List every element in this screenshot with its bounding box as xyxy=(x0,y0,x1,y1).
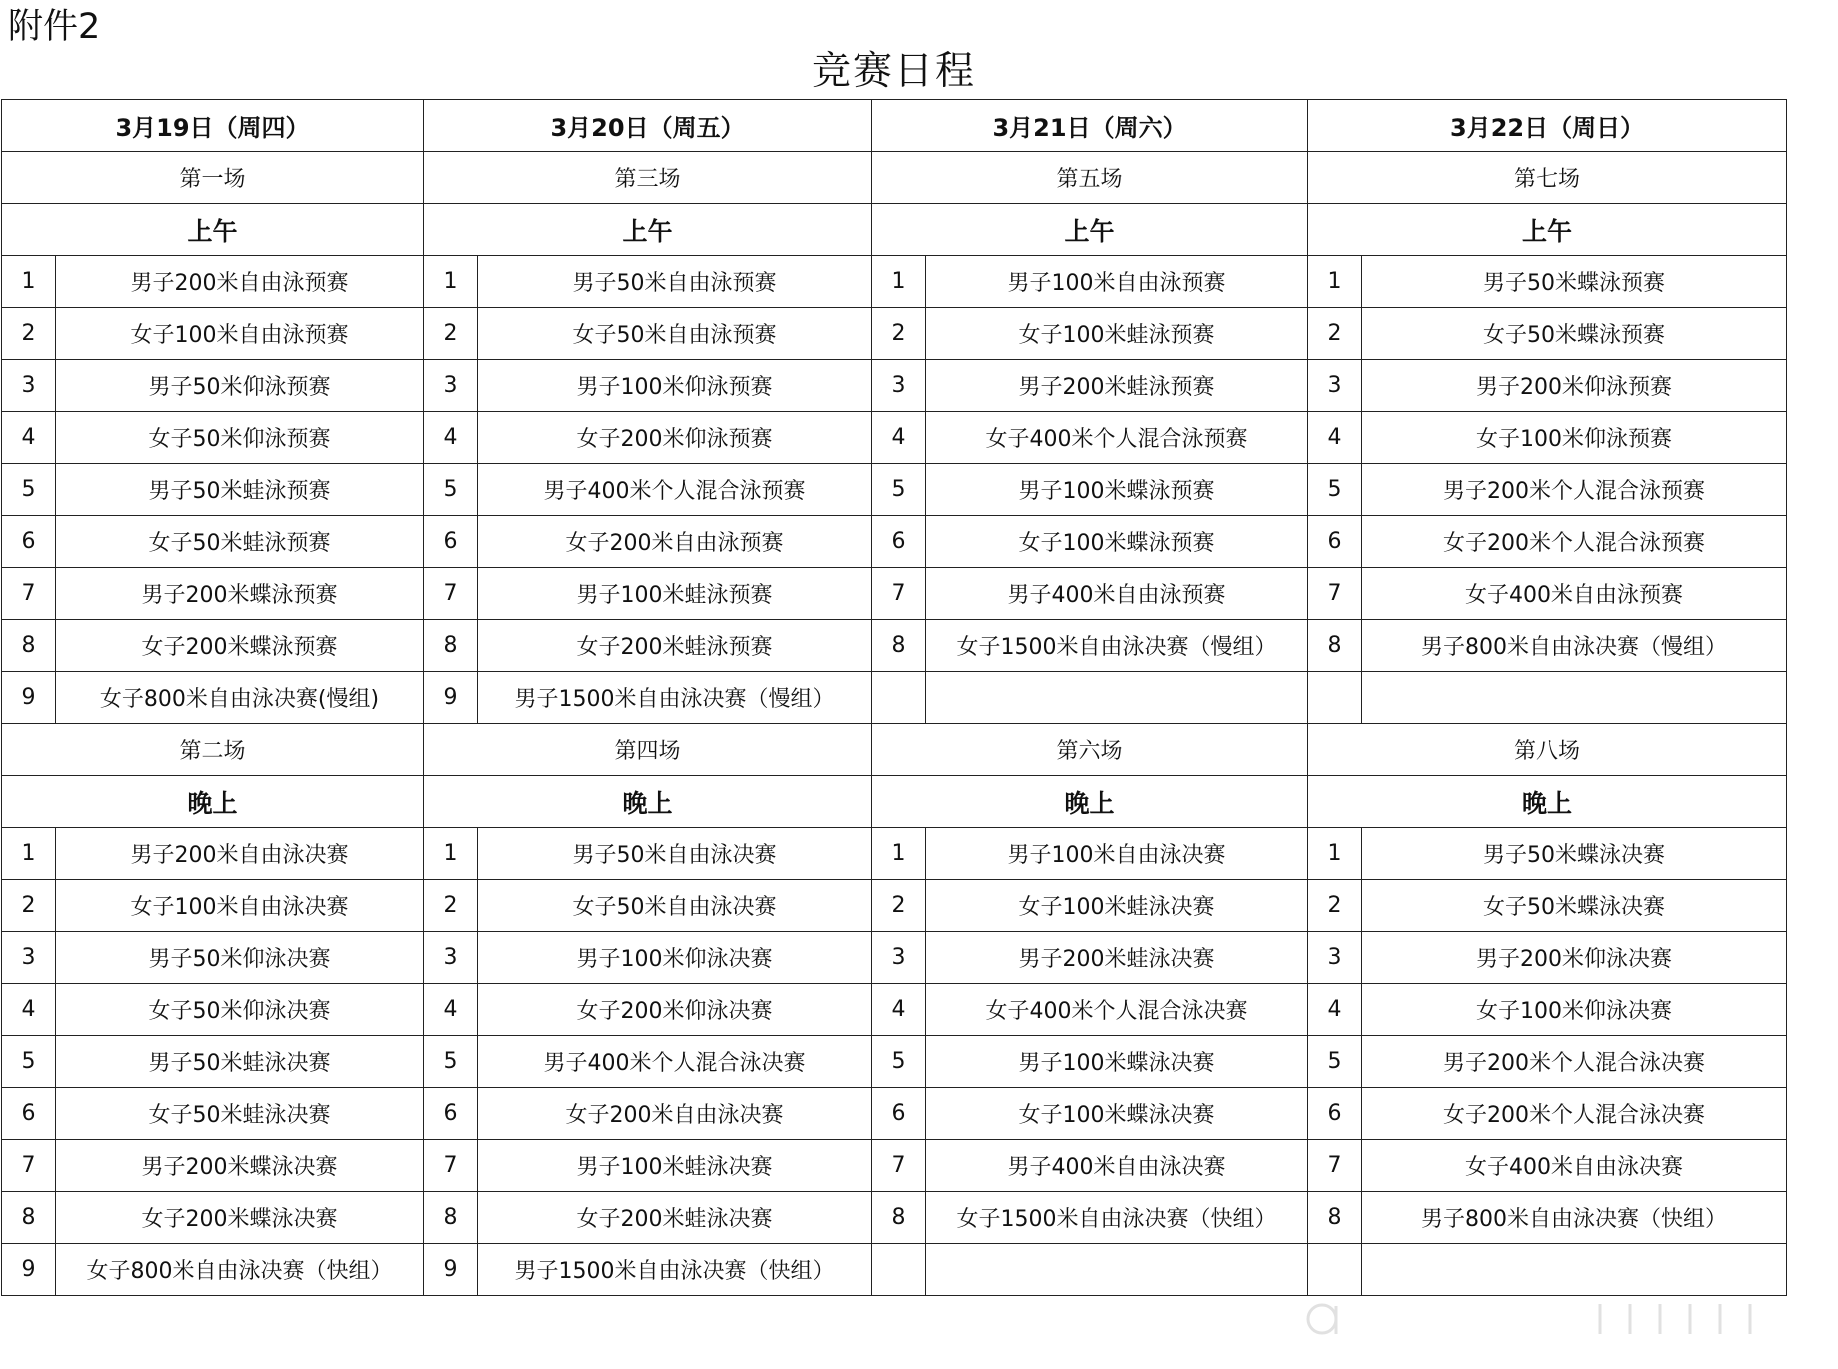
session-label: 第六场 xyxy=(872,724,1308,776)
table-row xyxy=(2,828,1787,880)
event-number: 7 xyxy=(1308,568,1362,620)
event-number: 1 xyxy=(2,828,56,880)
event-name: 男子100米仰泳预赛 xyxy=(478,360,872,412)
event-name: 男子200米自由泳预赛 xyxy=(56,256,424,308)
event-number: 3 xyxy=(424,360,478,412)
event-name: 女子200米蝶泳决赛 xyxy=(56,1192,424,1244)
event-name: 男子100米蝶泳预赛 xyxy=(926,464,1308,516)
event-number: 4 xyxy=(2,412,56,464)
event-name: 女子400米个人混合泳决赛 xyxy=(926,984,1308,1036)
table-row xyxy=(2,412,1787,464)
event-number: 1 xyxy=(872,828,926,880)
event-number: 1 xyxy=(872,256,926,308)
event-name: 男子1500米自由泳决赛（快组） xyxy=(478,1244,872,1296)
event-number: 4 xyxy=(424,984,478,1036)
event-name: 女子100米自由泳预赛 xyxy=(56,308,424,360)
event-number: 7 xyxy=(2,568,56,620)
session-label: 第七场 xyxy=(1308,152,1787,204)
event-number: 9 xyxy=(424,672,478,724)
event-name: 女子100米蛙泳决赛 xyxy=(926,880,1308,932)
event-number: 1 xyxy=(1308,256,1362,308)
period-row xyxy=(2,776,1787,828)
event-name: 男子200米个人混合泳决赛 xyxy=(1362,1036,1787,1088)
event-name xyxy=(1362,1244,1787,1296)
event-number: 8 xyxy=(872,1192,926,1244)
event-name: 女子200米蛙泳决赛 xyxy=(478,1192,872,1244)
event-number: 2 xyxy=(1308,308,1362,360)
event-number: 7 xyxy=(872,568,926,620)
event-number: 5 xyxy=(872,464,926,516)
period-label: 晚上 xyxy=(1308,776,1787,828)
event-number: 5 xyxy=(1308,1036,1362,1088)
event-name: 女子800米自由泳决赛（快组） xyxy=(56,1244,424,1296)
event-number: 9 xyxy=(2,672,56,724)
event-name: 男子50米自由泳预赛 xyxy=(478,256,872,308)
event-number: 8 xyxy=(424,1192,478,1244)
table-row xyxy=(2,308,1787,360)
event-number: 6 xyxy=(1308,1088,1362,1140)
event-name: 女子200米个人混合泳预赛 xyxy=(1362,516,1787,568)
event-name xyxy=(926,672,1308,724)
event-name: 女子200米个人混合泳决赛 xyxy=(1362,1088,1787,1140)
session-label: 第五场 xyxy=(872,152,1308,204)
event-number: 7 xyxy=(2,1140,56,1192)
event-name: 男子200米蛙泳预赛 xyxy=(926,360,1308,412)
event-number: 4 xyxy=(1308,412,1362,464)
event-name: 女子50米自由泳决赛 xyxy=(478,880,872,932)
event-name: 女子50米仰泳预赛 xyxy=(56,412,424,464)
event-name: 女子50米自由泳预赛 xyxy=(478,308,872,360)
table-row xyxy=(2,1244,1787,1296)
event-number: 9 xyxy=(2,1244,56,1296)
event-name: 男子800米自由泳决赛（快组） xyxy=(1362,1192,1787,1244)
event-name: 女子200米自由泳预赛 xyxy=(478,516,872,568)
event-number: 8 xyxy=(424,620,478,672)
event-name: 女子200米自由泳决赛 xyxy=(478,1088,872,1140)
period-label: 晚上 xyxy=(872,776,1308,828)
event-name: 男子200米仰泳决赛 xyxy=(1362,932,1787,984)
period-label: 上午 xyxy=(2,204,424,256)
event-number: 2 xyxy=(424,308,478,360)
event-number: 7 xyxy=(872,1140,926,1192)
event-number: 1 xyxy=(2,256,56,308)
event-number: 2 xyxy=(872,308,926,360)
event-name: 男子100米蛙泳预赛 xyxy=(478,568,872,620)
date-header: 3月20日（周五） xyxy=(424,100,872,152)
event-name: 男子100米蛙泳决赛 xyxy=(478,1140,872,1192)
event-name: 女子50米仰泳决赛 xyxy=(56,984,424,1036)
event-number: 1 xyxy=(1308,828,1362,880)
event-name: 男子200米蛙泳决赛 xyxy=(926,932,1308,984)
event-name: 女子50米蛙泳决赛 xyxy=(56,1088,424,1140)
table-row xyxy=(2,620,1787,672)
event-number: 7 xyxy=(424,1140,478,1192)
event-number: 8 xyxy=(1308,1192,1362,1244)
event-name: 女子50米蛙泳预赛 xyxy=(56,516,424,568)
event-name: 男子50米蛙泳预赛 xyxy=(56,464,424,516)
event-number: 4 xyxy=(2,984,56,1036)
event-number: 2 xyxy=(424,880,478,932)
event-name xyxy=(1362,672,1787,724)
event-number: 5 xyxy=(2,464,56,516)
event-name: 男子400米个人混合泳预赛 xyxy=(478,464,872,516)
event-name: 男子400米自由泳决赛 xyxy=(926,1140,1308,1192)
event-number: 2 xyxy=(2,880,56,932)
event-name: 女子200米仰泳决赛 xyxy=(478,984,872,1036)
event-name: 男子100米自由泳决赛 xyxy=(926,828,1308,880)
event-number: 7 xyxy=(1308,1140,1362,1192)
session-label: 第三场 xyxy=(424,152,872,204)
event-name: 男子100米蝶泳决赛 xyxy=(926,1036,1308,1088)
event-name: 男子200米仰泳预赛 xyxy=(1362,360,1787,412)
event-name: 女子100米蛙泳预赛 xyxy=(926,308,1308,360)
event-name: 男子800米自由泳决赛（慢组） xyxy=(1362,620,1787,672)
period-label: 上午 xyxy=(872,204,1308,256)
event-number: 6 xyxy=(2,1088,56,1140)
event-name: 男子50米蛙泳决赛 xyxy=(56,1036,424,1088)
event-name: 男子100米自由泳预赛 xyxy=(926,256,1308,308)
event-number: 8 xyxy=(872,620,926,672)
event-name: 女子100米仰泳预赛 xyxy=(1362,412,1787,464)
event-number: 6 xyxy=(872,516,926,568)
event-number: 4 xyxy=(872,412,926,464)
table-row xyxy=(2,1140,1787,1192)
event-number: 3 xyxy=(2,360,56,412)
event-number xyxy=(872,1244,926,1296)
event-number: 2 xyxy=(1308,880,1362,932)
schedule-table xyxy=(1,99,1787,1296)
event-name: 女子100米仰泳决赛 xyxy=(1362,984,1787,1036)
event-name: 男子1500米自由泳决赛（慢组） xyxy=(478,672,872,724)
table-row xyxy=(2,516,1787,568)
event-number: 8 xyxy=(1308,620,1362,672)
event-number: 4 xyxy=(872,984,926,1036)
event-number: 1 xyxy=(424,828,478,880)
event-name: 男子400米自由泳预赛 xyxy=(926,568,1308,620)
event-name: 女子200米仰泳预赛 xyxy=(478,412,872,464)
event-name: 男子200米个人混合泳预赛 xyxy=(1362,464,1787,516)
table-row xyxy=(2,1088,1787,1140)
table-row xyxy=(2,672,1787,724)
event-name: 女子200米蝶泳预赛 xyxy=(56,620,424,672)
event-name: 男子50米蝶泳预赛 xyxy=(1362,256,1787,308)
event-number: 2 xyxy=(2,308,56,360)
period-label: 上午 xyxy=(424,204,872,256)
session-row xyxy=(2,724,1787,776)
event-number: 5 xyxy=(872,1036,926,1088)
table-row xyxy=(2,256,1787,308)
event-number: 5 xyxy=(424,1036,478,1088)
event-name: 女子200米蛙泳预赛 xyxy=(478,620,872,672)
event-name: 女子50米蝶泳预赛 xyxy=(1362,308,1787,360)
period-label: 晚上 xyxy=(424,776,872,828)
event-name xyxy=(926,1244,1308,1296)
event-number: 7 xyxy=(424,568,478,620)
event-number: 3 xyxy=(1308,932,1362,984)
event-name: 男子100米仰泳决赛 xyxy=(478,932,872,984)
event-number: 3 xyxy=(872,360,926,412)
period-label: 晚上 xyxy=(2,776,424,828)
event-name: 男子50米自由泳决赛 xyxy=(478,828,872,880)
period-row xyxy=(2,204,1787,256)
event-number: 3 xyxy=(2,932,56,984)
event-number: 9 xyxy=(424,1244,478,1296)
event-name: 男子200米自由泳决赛 xyxy=(56,828,424,880)
event-name: 女子100米自由泳决赛 xyxy=(56,880,424,932)
table-row xyxy=(2,360,1787,412)
event-number: 5 xyxy=(424,464,478,516)
date-header: 3月19日（周四） xyxy=(2,100,424,152)
table-row xyxy=(2,932,1787,984)
event-name: 女子400米个人混合泳预赛 xyxy=(926,412,1308,464)
session-label: 第八场 xyxy=(1308,724,1787,776)
event-number: 2 xyxy=(872,880,926,932)
event-name: 男子400米个人混合泳决赛 xyxy=(478,1036,872,1088)
date-header-row xyxy=(2,100,1787,152)
table-row xyxy=(2,984,1787,1036)
session-label: 第二场 xyxy=(2,724,424,776)
event-number: 3 xyxy=(424,932,478,984)
event-name: 女子100米蝶泳决赛 xyxy=(926,1088,1308,1140)
event-number: 6 xyxy=(424,1088,478,1140)
event-number: 1 xyxy=(424,256,478,308)
event-name: 女子400米自由泳预赛 xyxy=(1362,568,1787,620)
event-number xyxy=(1308,1244,1362,1296)
event-number: 6 xyxy=(2,516,56,568)
period-label: 上午 xyxy=(1308,204,1787,256)
event-number: 3 xyxy=(872,932,926,984)
event-number: 5 xyxy=(1308,464,1362,516)
watermark xyxy=(1300,1294,1830,1344)
page-title: 竞赛日程 xyxy=(811,49,976,94)
event-name: 男子50米蝶泳决赛 xyxy=(1362,828,1787,880)
event-number: 6 xyxy=(424,516,478,568)
event-number: 6 xyxy=(872,1088,926,1140)
event-number: 8 xyxy=(2,1192,56,1244)
event-number xyxy=(1308,672,1362,724)
event-name: 女子50米蝶泳决赛 xyxy=(1362,880,1787,932)
event-number: 3 xyxy=(1308,360,1362,412)
session-label: 第一场 xyxy=(2,152,424,204)
session-label: 第四场 xyxy=(424,724,872,776)
table-row xyxy=(2,568,1787,620)
event-name: 男子200米蝶泳预赛 xyxy=(56,568,424,620)
event-name: 女子800米自由泳决赛(慢组) xyxy=(56,672,424,724)
event-name: 女子1500米自由泳决赛（快组） xyxy=(926,1192,1308,1244)
session-row xyxy=(2,152,1787,204)
date-header: 3月21日（周六） xyxy=(872,100,1308,152)
event-name: 女子100米蝶泳预赛 xyxy=(926,516,1308,568)
event-name: 男子50米仰泳预赛 xyxy=(56,360,424,412)
event-number xyxy=(872,672,926,724)
event-number: 4 xyxy=(424,412,478,464)
date-header: 3月22日（周日） xyxy=(1308,100,1787,152)
table-row xyxy=(2,1192,1787,1244)
table-row xyxy=(2,1036,1787,1088)
event-name: 男子50米仰泳决赛 xyxy=(56,932,424,984)
event-number: 8 xyxy=(2,620,56,672)
attachment-label: 附件2 xyxy=(8,7,101,47)
event-number: 4 xyxy=(1308,984,1362,1036)
event-name: 女子1500米自由泳决赛（慢组） xyxy=(926,620,1308,672)
event-number: 5 xyxy=(2,1036,56,1088)
event-number: 6 xyxy=(1308,516,1362,568)
table-row xyxy=(2,880,1787,932)
event-name: 男子200米蝶泳决赛 xyxy=(56,1140,424,1192)
event-name: 女子400米自由泳决赛 xyxy=(1362,1140,1787,1192)
table-row xyxy=(2,464,1787,516)
